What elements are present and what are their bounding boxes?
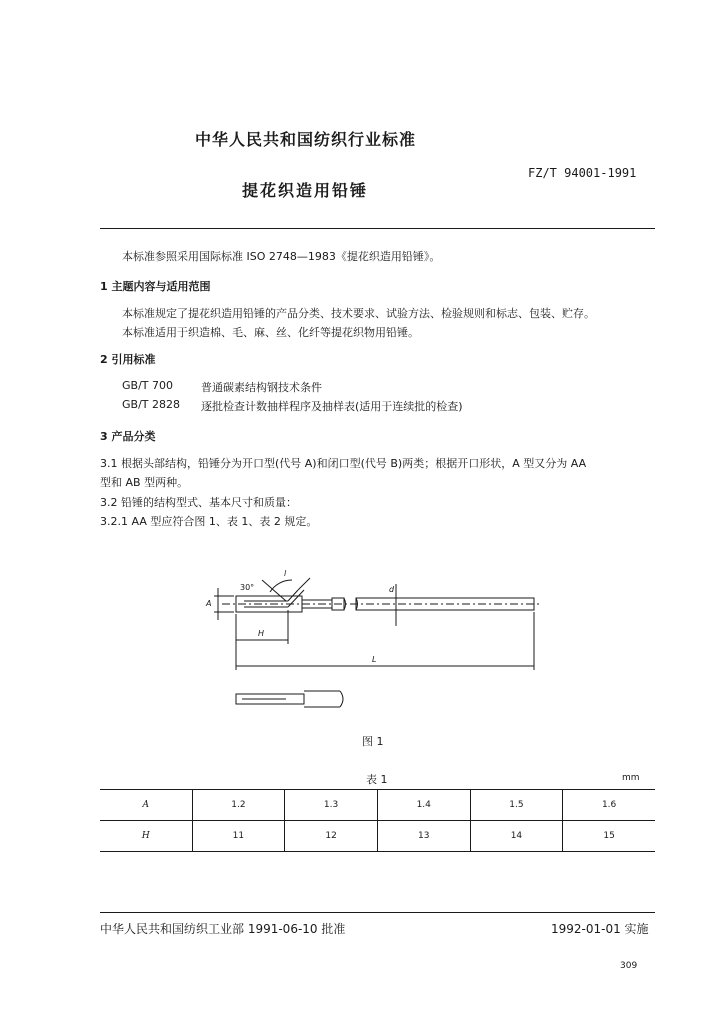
- l-label: l: [284, 570, 287, 578]
- angle-label: 30°: [240, 583, 255, 592]
- lead-weight-drawing: [200, 570, 550, 720]
- intro-text: 本标准参照采用国际标准 ISO 2748—1983《提花织造用铅锤》。: [122, 250, 441, 263]
- table-cell: 1.5: [470, 790, 563, 821]
- table-cell: 11: [192, 821, 285, 852]
- section-1-line-2: 本标准适用于织造棉、毛、麻、丝、化纤等提花织物用铅锤。: [122, 326, 419, 339]
- clause-3-1-line-2: 型和 AB 型两种。: [100, 476, 189, 489]
- table-unit: mm: [622, 773, 640, 783]
- h-label: H: [258, 629, 265, 638]
- table-cell: 1.3: [285, 790, 378, 821]
- standard-code: FZ/T 94001-1991: [528, 166, 637, 180]
- section-1-heading: 1 主题内容与适用范围: [100, 280, 211, 293]
- reference-text-1: 普通碳素结构钢技术条件: [201, 381, 322, 394]
- reference-code-1: GB/T 700: [122, 379, 173, 392]
- table-row: [100, 790, 655, 821]
- table-cell: 13: [377, 821, 470, 852]
- dimension-table: [100, 789, 655, 852]
- issuing-organization: 中华人民共和国纺织行业标准: [195, 130, 417, 149]
- clause-3-1-line-1: 3.1 根据头部结构，铅锤分为开口型(代号 A)和闭口型(代号 B)两类；根据开口形状，A 型又分为 AA: [100, 457, 587, 470]
- table-cell: 1.6: [563, 790, 655, 821]
- a-label: A: [206, 599, 212, 608]
- table-cell: H: [100, 821, 192, 852]
- table-cell: 1.4: [377, 790, 470, 821]
- table-cell: A: [100, 790, 192, 821]
- section-1-line-1: 本标准规定了提花织造用铅锤的产品分类、技术要求、试验方法、检验规则和标志、包装、贮存。: [122, 307, 595, 320]
- table-cell: 12: [285, 821, 378, 852]
- reference-code-2: GB/T 2828: [122, 398, 180, 411]
- clause-3-2: 3.2 铅锤的结构型式、基本尺寸和质量：: [100, 496, 297, 509]
- table-cell: 15: [563, 821, 655, 852]
- clause-3-2-1: 3.2.1 AA 型应符合图 1、表 1、表 2 规定。: [100, 515, 318, 528]
- effective-date: 1992-01-01 实施: [551, 922, 649, 936]
- approval-line: 中华人民共和国纺织工业部 1991-06-10 批准: [100, 922, 346, 936]
- table-row: [100, 821, 655, 852]
- table-cell: 14: [470, 821, 563, 852]
- section-3-heading: 3 产品分类: [100, 430, 156, 443]
- section-2-heading: 2 引用标准: [100, 353, 156, 366]
- table-caption: 表 1: [366, 773, 388, 786]
- table-cell: 1.2: [192, 790, 285, 821]
- footer-rule: [100, 912, 655, 913]
- reference-text-2: 逐批检查计数抽样程序及抽样表(适用于连续批的检查): [201, 400, 463, 413]
- document-title: 提花织造用铅锤: [242, 181, 369, 200]
- figure-caption: 图 1: [362, 735, 384, 748]
- header-rule: [100, 228, 655, 229]
- big-l-label: L: [372, 655, 377, 664]
- page-number: 309: [620, 961, 638, 971]
- d-label: d: [389, 585, 395, 594]
